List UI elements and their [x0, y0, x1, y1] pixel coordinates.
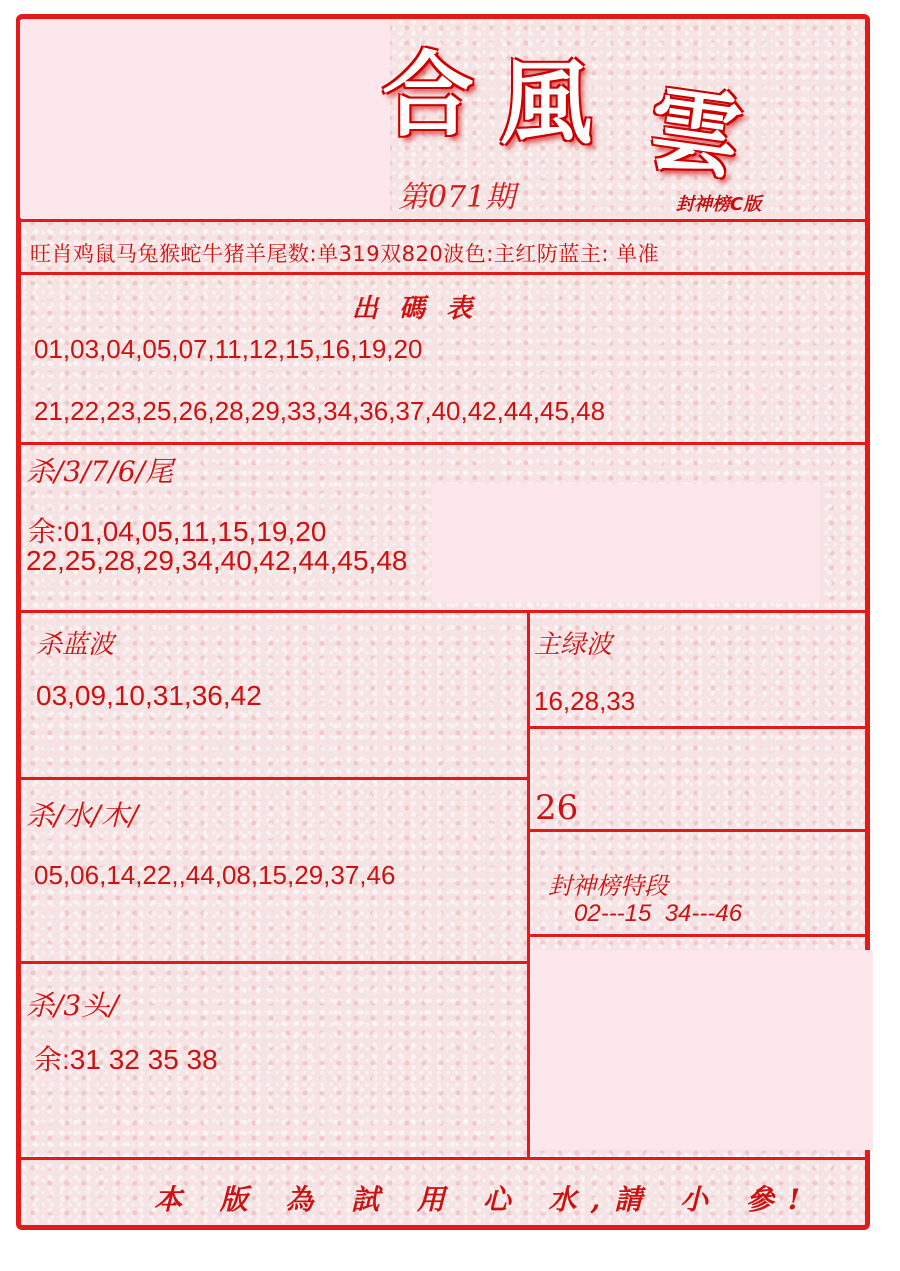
issue-number: 第071期 — [398, 180, 516, 215]
sha-wei-line-2: 22,25,28,29,34,40,42,44,45,48 — [26, 545, 408, 576]
image-placeholder-bottom — [531, 950, 873, 1150]
footer-note: 本 版 為 試 用 心 水,請 小 參! — [154, 1183, 815, 1216]
divider-footer — [21, 1157, 865, 1160]
info-line: 旺肖鸡鼠马兔猴蛇牛猪羊尾数:单319双820波色:主红防蓝主: 单准 — [30, 242, 660, 266]
chu-ma-line-1: 01,03,04,05,07,11,12,15,16,19,20 — [34, 334, 423, 364]
sha-shui-mu-heading: 杀/水/木/ — [26, 799, 139, 832]
image-placeholder-right — [432, 484, 820, 602]
divider-info — [21, 272, 865, 275]
zhu-lv-bo-values: 16,28,33 — [534, 686, 636, 716]
number-26: 26 — [535, 788, 579, 828]
sha-lan-bo-values: 03,09,10,31,36,42 — [36, 680, 262, 711]
sha-shui-mu-values: 05,06,14,22,,44,08,15,29,37,46 — [34, 860, 396, 890]
chu-ma-line-2: 21,22,23,25,26,28,29,33,34,36,37,40,42,44,45,48 — [34, 396, 606, 426]
sha-tou-heading: 杀/3头/ — [26, 989, 119, 1022]
divider-vertical — [527, 612, 530, 1160]
edition-label: 封神榜C版 — [676, 194, 762, 215]
divider-chu-ma — [21, 442, 865, 445]
title-char-1: 合 — [382, 41, 475, 149]
divider-left-2 — [21, 961, 528, 964]
zhu-lv-bo-heading: 主绿波 — [534, 630, 613, 660]
divider-header — [21, 219, 865, 222]
logo-placeholder — [20, 20, 390, 218]
title-char-3: 雲 — [641, 73, 749, 193]
feng-shen-values: 02---15 34---46 — [574, 900, 743, 927]
divider-left-1 — [21, 777, 528, 780]
title-char-2: 風 — [500, 49, 593, 157]
divider-right-3 — [529, 934, 865, 937]
sha-wei-heading: 杀/3/7/6/尾 — [26, 455, 174, 488]
divider-right-1 — [529, 726, 865, 729]
sha-lan-bo-heading: 杀蓝波 — [36, 630, 115, 660]
feng-shen-heading: 封神榜特段 — [548, 872, 668, 900]
sha-wei-line-1: 余:01,04,05,11,15,19,20 — [28, 516, 327, 547]
chu-ma-heading: 出 碼 表 — [352, 294, 479, 324]
divider-right-2 — [529, 829, 865, 832]
divider-sha-wei — [21, 610, 865, 613]
sha-tou-values: 余:31 32 35 38 — [34, 1044, 218, 1075]
